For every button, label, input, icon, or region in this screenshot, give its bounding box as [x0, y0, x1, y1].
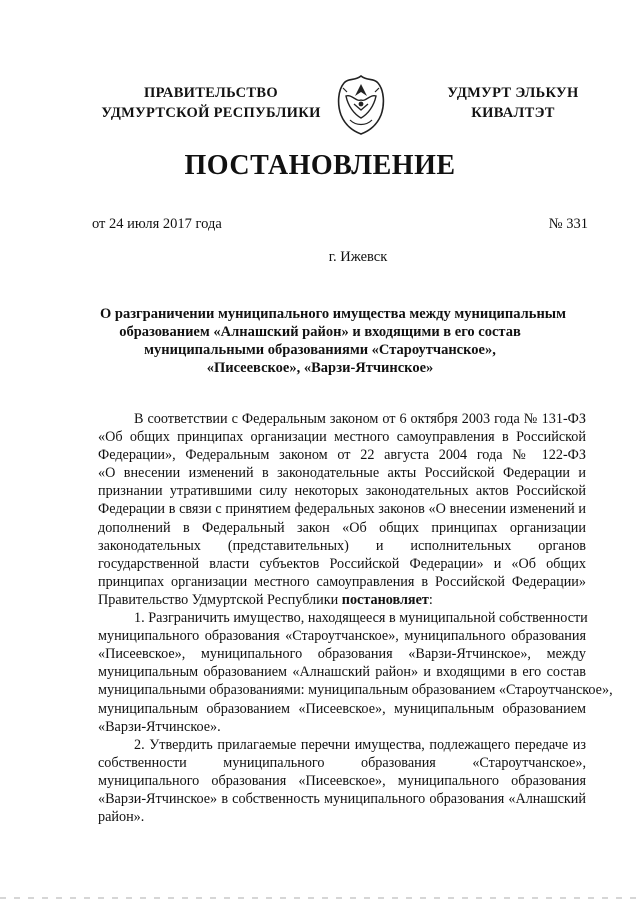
- body-line: район».: [98, 809, 145, 826]
- issuer-line-1: ПРАВИТЕЛЬСТВО: [144, 85, 278, 101]
- body-line: законодательных (представительных) и исполнительных органов: [98, 537, 586, 554]
- body-line: 1. Разграничить имущество, находящееся в муниципальной собственности: [134, 610, 588, 627]
- body-line: «Варзи-Ятчинское».: [98, 718, 221, 735]
- body-line: собственности муниципального образования «Староутчанское»,: [98, 754, 586, 771]
- issuer-udmurt-line-1: УДМУРТ ЭЛЬКУН: [447, 85, 579, 101]
- body-line: государственной власти субъектов Российской Федерации» и «Об общих: [98, 555, 586, 572]
- document-number: № 331: [548, 216, 588, 232]
- document-date: от 24 июля 2017 года: [92, 216, 222, 232]
- body-line: муниципального образования «Писеевское», муниципального образования: [98, 772, 586, 789]
- body-line: Федерации», Федеральным законом от 22 августа 2004 года № 122-ФЗ: [98, 447, 586, 464]
- resolution-subject: Правительство Удмуртской Республики: [98, 591, 339, 608]
- body-line: муниципальным образованием «Алнашский район» и входящими в его состав: [98, 664, 586, 681]
- body-line: принципах организации местного самоуправления в Российской Федерации»: [98, 573, 586, 590]
- issuer-line-2: УДМУРТСКОЙ РЕСПУБЛИКИ: [101, 105, 321, 121]
- body-line: «О внесении изменений в законодательные акты Российской Федерации и: [98, 465, 586, 482]
- body-line: муниципальными образованиями: муниципальным образованием «Староутчанское»,: [98, 682, 613, 699]
- title-line: образованием «Алнашский район» и входящими в его состав: [119, 324, 521, 340]
- resolution-line: [98, 591, 586, 609]
- document-body: [98, 410, 613, 826]
- body-line: признании утратившими силу некоторых законодательных актов Российской: [98, 483, 586, 500]
- resolution-colon: :: [428, 591, 433, 608]
- issuer-name-russian: [92, 83, 330, 123]
- body-line: «Варзи-Ятчинское» в собственность муниципального образования «Алнашский: [98, 790, 586, 807]
- body-line: муниципальным образованием «Писеевское», муниципальным образованием: [98, 700, 586, 717]
- scan-edge-artifact: [0, 897, 640, 899]
- title-line: муниципальными образованиями «Староутчанское»,: [144, 342, 496, 358]
- body-line: 2. Утвердить прилагаемые перечни имущества, подлежащего передаче из: [134, 736, 586, 753]
- body-line: муниципального образования «Староутчанское», муниципального образования: [98, 628, 586, 645]
- resolution-verb: постановляет: [341, 591, 429, 608]
- udmurt-republic-coat-of-arms-icon: [334, 74, 388, 136]
- title-line: О разграничении муниципального имущества между муниципальным: [100, 306, 567, 322]
- body-line: В соответствии с Федеральным законом от 6 октября 2003 года № 131-ФЗ: [134, 411, 586, 427]
- title-line: «Писеевское», «Варзи-Ятчинское»: [206, 360, 434, 376]
- issuer-udmurt-line-2: КИВАЛТЭТ: [471, 105, 555, 121]
- document-type-heading: ПОСТАНОВЛЕНИЕ: [184, 150, 456, 181]
- document-title: [100, 305, 567, 377]
- body-line: «Об общих принципах организации местного самоуправления в Российской: [98, 429, 586, 446]
- issuer-name-udmurt: [438, 83, 588, 123]
- body-line: Федерации в связи с принятием федеральных законов «О внесении изменений и: [98, 501, 586, 518]
- body-line: «Писеевское», муниципального образования «Варзи-Ятчинское», между: [98, 646, 586, 663]
- body-line: дополнений в Федеральный закон «Об общих принципах организации: [98, 519, 586, 536]
- document-city: г. Ижевск: [328, 249, 388, 265]
